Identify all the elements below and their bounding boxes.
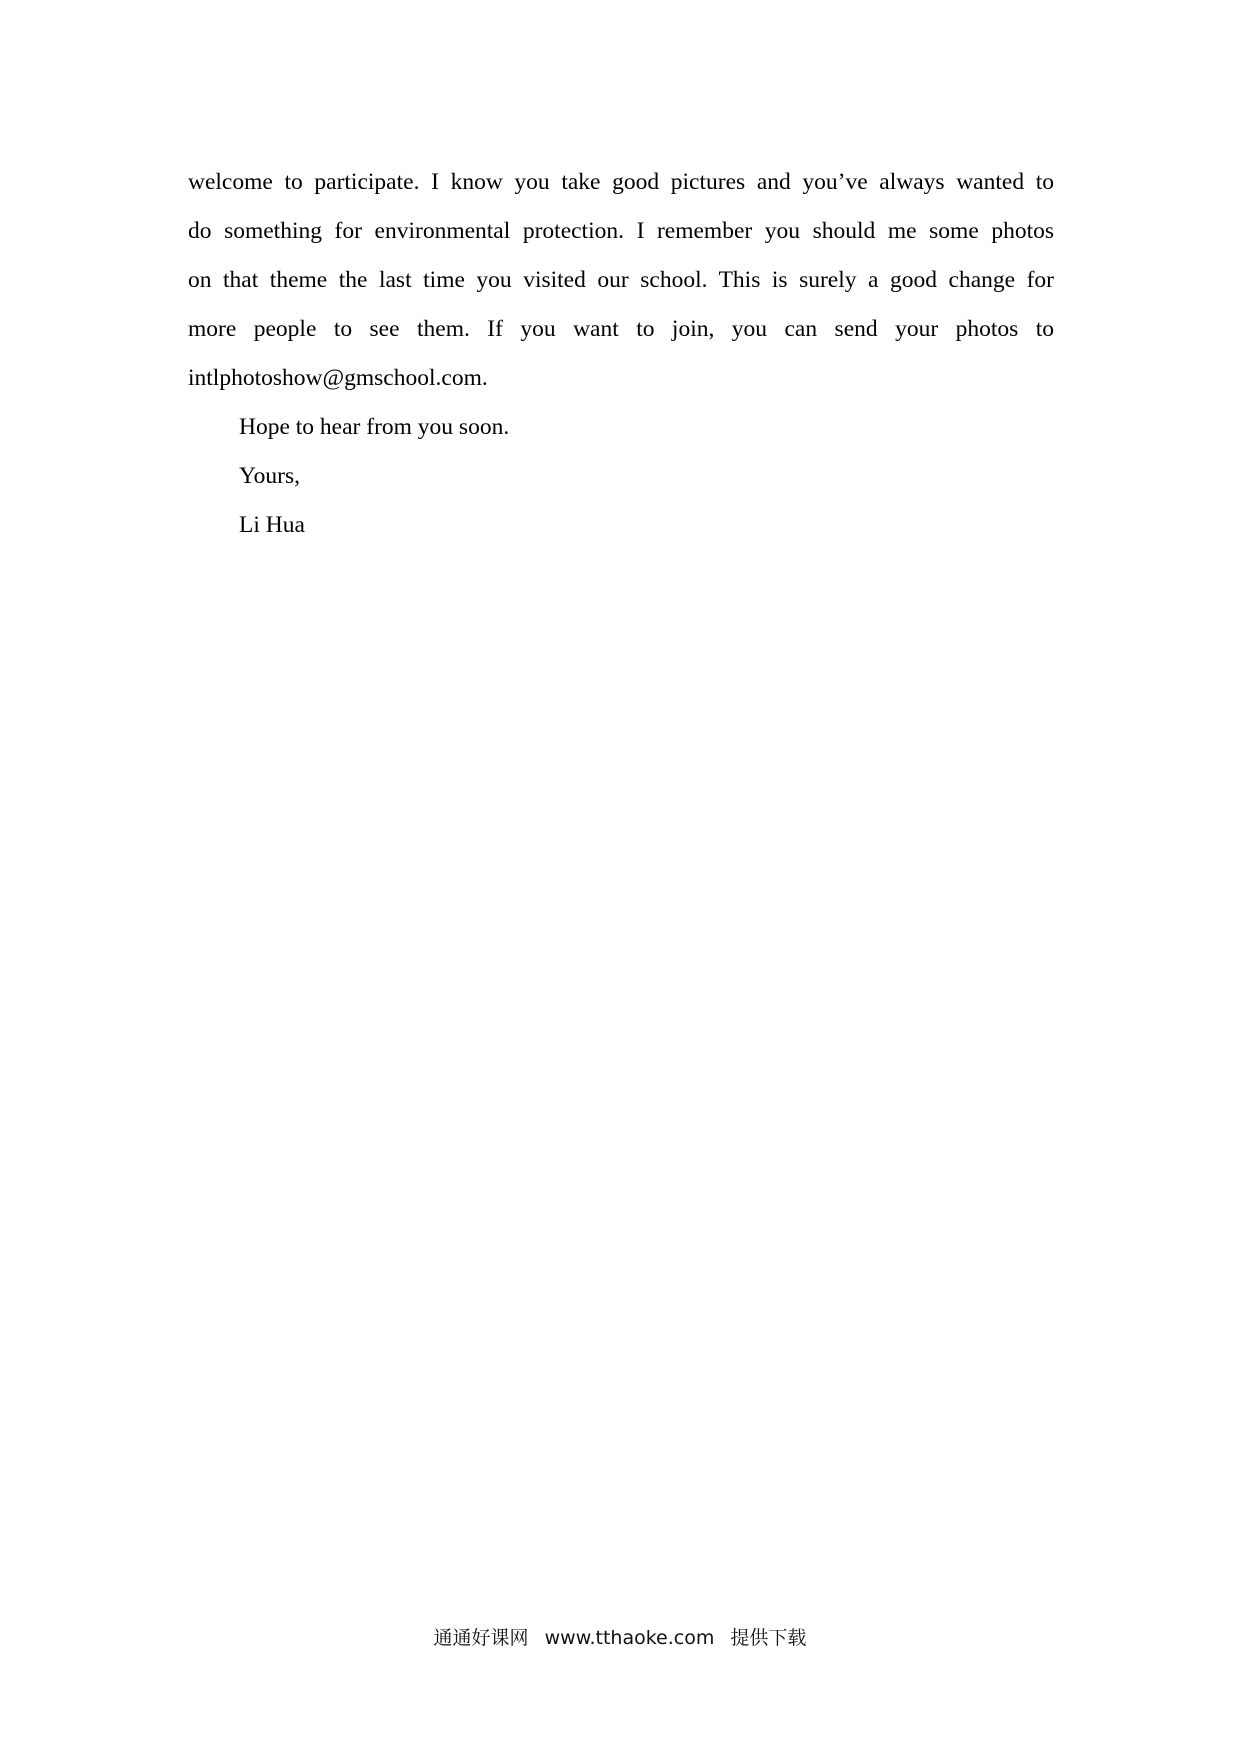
paragraph-line: welcome to participate. I know you take good pictures and you’ve always wanted to bbox=[188, 169, 1054, 195]
closing-line: Hope to hear from you soon. bbox=[239, 414, 510, 440]
paragraph-line: do something for environmental protection. I remember you should me some photos bbox=[188, 218, 1054, 244]
signature: Li Hua bbox=[239, 512, 305, 538]
page-footer bbox=[0, 1623, 1240, 1650]
paragraph-line: intlphotoshow@gmschool.com. bbox=[188, 365, 488, 391]
sign-off: Yours, bbox=[239, 463, 300, 489]
paragraph-line: on that theme the last time you visited our school. This is surely a good change for bbox=[188, 267, 1054, 293]
paragraph-line: more people to see them. If you want to join, you can send your photos to bbox=[188, 316, 1054, 342]
letter-paragraph bbox=[188, 158, 1054, 403]
footer-url: www.tthaoke.com bbox=[544, 1627, 715, 1649]
letter-body bbox=[188, 158, 1054, 550]
footer-tagline: 提供下载 bbox=[730, 1627, 807, 1649]
footer-site-name: 通通好课网 bbox=[433, 1627, 529, 1649]
